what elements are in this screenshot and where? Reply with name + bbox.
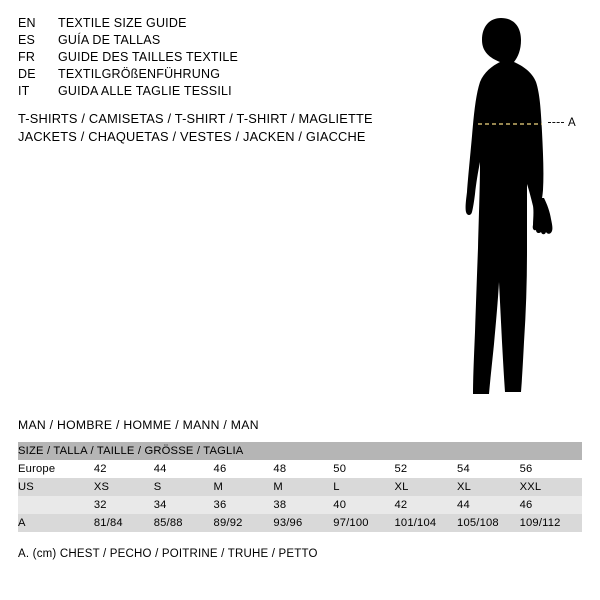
table-row xyxy=(18,478,582,496)
cell-numeric-4: 40 xyxy=(333,496,394,514)
table-header-label: SIZE / TALLA / TAILLE / GRÖSSE / TAGLIA xyxy=(18,442,582,460)
cell-a-4: 97/100 xyxy=(333,514,394,532)
language-row-it xyxy=(18,84,418,101)
cell-numeric-0: 32 xyxy=(94,496,154,514)
language-row-fr xyxy=(18,50,418,67)
table-title: MAN / HOMBRE / HOMME / MANN / MAN xyxy=(18,418,259,432)
language-guide-block xyxy=(18,16,418,101)
cell-europe-2: 46 xyxy=(214,460,274,478)
cell-us-4: L xyxy=(333,478,394,496)
cell-europe-6: 54 xyxy=(457,460,520,478)
table-row-header xyxy=(18,442,582,460)
cell-us-0: XS xyxy=(94,478,154,496)
cell-us-5: XL xyxy=(394,478,457,496)
cell-numeric-3: 38 xyxy=(273,496,333,514)
cell-europe-7: 56 xyxy=(520,460,582,478)
cell-us-1: S xyxy=(154,478,214,496)
cell-numeric-7: 46 xyxy=(520,496,582,514)
language-row-en xyxy=(18,16,418,33)
size-table xyxy=(18,442,582,532)
category-line-tshirts: T-SHIRTS / CAMISETAS / T-SHIRT / T-SHIRT / MAGLIETTE xyxy=(18,111,373,126)
cell-a-1: 85/88 xyxy=(154,514,214,532)
language-code-es: ES xyxy=(18,33,36,47)
language-text-fr: GUIDE DES TAILLES TEXTILE xyxy=(58,50,239,64)
cell-europe-1: 44 xyxy=(154,460,214,478)
measure-leader-line xyxy=(548,122,564,123)
language-text-de: TEXTILGRÖßENFÜHRUNG xyxy=(58,67,221,81)
cell-a-7: 109/112 xyxy=(520,514,582,532)
cell-numeric-2: 36 xyxy=(214,496,274,514)
row-label-europe: Europe xyxy=(18,460,94,478)
row-label-numeric xyxy=(18,496,94,514)
language-code-en: EN xyxy=(18,16,36,30)
cell-a-3: 93/96 xyxy=(273,514,333,532)
row-label-us: US xyxy=(18,478,94,496)
language-text-es: GUÍA DE TALLAS xyxy=(58,33,161,47)
cell-a-5: 101/104 xyxy=(394,514,457,532)
cell-us-3: M xyxy=(273,478,333,496)
cell-us-6: XL xyxy=(457,478,520,496)
row-label-a: A xyxy=(18,514,94,532)
male-silhouette-figure xyxy=(420,12,590,402)
language-row-es xyxy=(18,33,418,50)
cell-a-6: 105/108 xyxy=(457,514,520,532)
measure-label-a: A xyxy=(568,117,576,129)
cell-us-2: M xyxy=(214,478,274,496)
category-block xyxy=(18,110,438,146)
table-row xyxy=(18,460,582,478)
language-code-de: DE xyxy=(18,67,36,81)
cell-a-0: 81/84 xyxy=(94,514,154,532)
cell-a-2: 89/92 xyxy=(214,514,274,532)
table-row xyxy=(18,514,582,532)
category-line-jackets: JACKETS / CHAQUETAS / VESTES / JACKEN / GIACCHE xyxy=(18,129,366,144)
language-text-it: GUIDA ALLE TAGLIE TESSILI xyxy=(58,84,232,98)
language-code-it: IT xyxy=(18,84,30,98)
table-row xyxy=(18,496,582,514)
silhouette-icon xyxy=(420,12,590,402)
footnote-chest-measurement: A. (cm) CHEST / PECHO / POITRINE / TRUHE / PETTO xyxy=(18,548,318,560)
cell-numeric-6: 44 xyxy=(457,496,520,514)
cell-numeric-1: 34 xyxy=(154,496,214,514)
cell-numeric-5: 42 xyxy=(394,496,457,514)
cell-europe-5: 52 xyxy=(394,460,457,478)
language-text-en: TEXTILE SIZE GUIDE xyxy=(58,16,187,30)
language-row-de xyxy=(18,67,418,84)
cell-europe-3: 48 xyxy=(273,460,333,478)
cell-europe-0: 42 xyxy=(94,460,154,478)
cell-us-7: XXL xyxy=(520,478,582,496)
language-code-fr: FR xyxy=(18,50,36,64)
cell-europe-4: 50 xyxy=(333,460,394,478)
